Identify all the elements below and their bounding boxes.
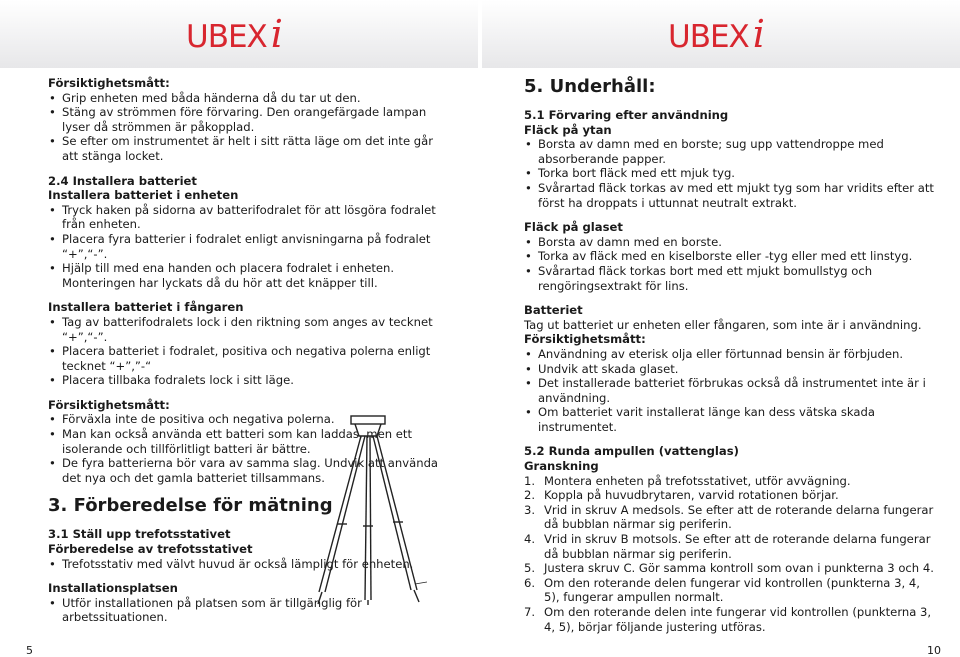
item-number: 5. — [524, 561, 536, 576]
page-header — [0, 0, 478, 68]
numbered-item — [524, 576, 934, 605]
bullet-item: • Användning av eterisk olja eller förtunnad bensin är förbjuden. — [524, 347, 934, 362]
bullet-item: • Torka bort fläck med ett mjuk tyg. — [524, 166, 934, 181]
item-text: Om den roterande delen inte fungerar vid kontrollen (punkterna 3, 4, 5), börjar följande justering utföras. — [544, 605, 932, 634]
numbered-item — [524, 605, 934, 634]
section-heading: 5.1 Förvaring efter användning — [524, 108, 729, 122]
page-number: 10 — [927, 644, 941, 657]
item-number: 4. — [524, 532, 536, 547]
spacer — [524, 293, 934, 303]
page-number: 5 — [26, 644, 33, 657]
numbered-item — [524, 488, 934, 503]
chapter-title: 3. Förberedelse för mätning — [48, 495, 333, 517]
section-heading: 2.4 Installera batteriet — [48, 173, 197, 188]
section-heading: Förberedelse av trefotsstativet — [48, 542, 253, 557]
numbered-item — [524, 503, 934, 532]
bullet-item: • Se efter om instrumentet är helt i sitt rätta läge om det inte går att stänga locket. — [48, 134, 450, 163]
item-number: 6. — [524, 575, 536, 590]
bullet-item: • Utför installationen på platsen som är tillgänglig för arbetssituationen. — [48, 596, 450, 625]
bullet-item: • Det installerade batteriet förbrukas också då instrumentet inte är i användning. — [524, 376, 934, 405]
section-heading: Försiktighetsmått: — [524, 332, 646, 347]
bullet-item: • Trefotsstativ med välvt huvud är också lämpligt för enheten. — [48, 557, 450, 572]
item-number: 7. — [524, 605, 536, 619]
numbered-item — [524, 532, 934, 561]
spacer — [48, 164, 450, 174]
section-heading: Installationsplatsen — [48, 581, 178, 596]
section-heading: 5.2 Runda ampullen (vattenglas) — [524, 444, 739, 459]
section-heading: 3.1 Ställ upp trefotsstativet — [48, 527, 231, 542]
brand-logo: UBEX i — [668, 12, 765, 56]
item-text: Om den roterande delen fungerar vid kontrollen (punkterna 3, 4, 5), fungerar ampullen normalt. — [544, 575, 920, 605]
item-number: 3. — [524, 502, 536, 517]
bullet-item: • Torka av fläck med en kiselborste eller -tyg eller med ett linstyg. — [524, 249, 934, 264]
paragraph: Tag ut batteriet ur enheten eller fångaren, som inte är i användning. — [524, 317, 922, 332]
spacer — [524, 210, 934, 220]
item-text: Vrid in skruv A medsols. Se efter att de roterande delarna fungerar då bubblan närmar sig periferin. — [544, 502, 934, 532]
bullet-item: • Borsta av damn med en borste; sug upp vattendroppe med absorberande papper. — [524, 137, 934, 166]
right-page — [480, 0, 960, 657]
section-heading: Försiktighetsmått: — [48, 397, 170, 412]
bullet-item: • Placera fyra batterier i fodralet enligt anvisningarna på fodralet “+”,“-”. — [48, 232, 450, 261]
spacer — [524, 98, 934, 108]
brand-logo: UBEX i — [186, 12, 283, 56]
bullet-item: • De fyra batterierna bör vara av samma slag. Undvik att använda det nya och det gamla batteriet tillsammans. — [48, 456, 450, 485]
item-text: Montera enheten på trefotsstativet, utför avvägning. — [544, 473, 851, 488]
numbered-item — [524, 561, 934, 576]
spacer — [48, 388, 450, 398]
numbered-item — [524, 474, 934, 489]
bullet-item: • Grip enheten med båda händerna då du tar ut den. — [48, 91, 450, 106]
section-heading: Installera batteriet i enheten — [48, 188, 239, 203]
bullet-item: • Undvik att skada glaset. — [524, 362, 934, 377]
chapter-title: 5. Underhåll: — [524, 76, 656, 97]
item-number: 1. — [524, 473, 536, 488]
bullet-item: • Placera batteriet i fodralet, positiva och negativa polerna enligt tecknet “+”,”-“ — [48, 344, 450, 373]
bullet-item: • Man kan också använda ett batteri som kan laddas, men ett isolerande och tillförlitligt batteri är bättre. — [48, 427, 450, 456]
section-heading: Fläck på ytan — [524, 122, 612, 137]
bullet-item: • Tag av batterifodralets lock i den riktning som anges av tecknet “+”,“-”. — [48, 315, 450, 344]
right-text-column — [524, 76, 934, 634]
bullet-item: • Förväxla inte de positiva och negativa polerna. — [48, 412, 450, 427]
bullet-item: • Svårartad fläck torkas av med ett mjukt tyg som har vridits efter att först ha droppats i uttunnat neutralt extrakt. — [524, 181, 934, 210]
page-header — [482, 0, 960, 68]
item-text: Justera skruv C. Gör samma kontroll som ovan i punkterna 3 och 4. — [544, 561, 934, 576]
bullet-item: • Borsta av damn med en borste. — [524, 235, 934, 250]
item-text: Vrid in skruv B motsols. Se efter att de roterande delarna fungerar då bubblan närmar sig periferin. — [544, 532, 931, 561]
bullet-item: • Svårartad fläck torkas bort med ett mjukt bomullstyg och rengöringsextrakt för lins. — [524, 264, 934, 293]
bullet-item: • Placera tillbaka fodralets lock i sitt läge. — [48, 373, 450, 388]
bullet-item: • Stäng av strömmen före förvaring. Den orangefärgade lampan lyser då strömmen är påkopplad. — [48, 105, 450, 134]
bullet-item: • Tryck haken på sidorna av batterifodralet för att lösgöra fodralet från enheten. — [48, 203, 450, 232]
item-number: 2. — [524, 488, 536, 503]
item-text: Koppla på huvudbrytaren, varvid rotationen börjar. — [544, 488, 839, 503]
section-heading: Installera batteriet i fångaren — [48, 300, 244, 315]
spacer — [524, 434, 934, 444]
spacer — [48, 290, 450, 300]
section-heading: Batteriet — [524, 303, 583, 318]
section-heading: Fläck på glaset — [524, 220, 623, 235]
section-heading: Försiktighetsmått: — [48, 76, 170, 90]
bullet-item: • Om batteriet varit installerat länge kan dess vätska skada instrumentet. — [524, 405, 934, 434]
section-heading: Granskning — [524, 459, 599, 474]
bullet-item: • Hjälp till med ena handen och placera fodralet i enheten. Monteringen har lyckats då du hör att det knäpper till. — [48, 261, 450, 290]
tripod-illustration-icon — [307, 414, 427, 606]
